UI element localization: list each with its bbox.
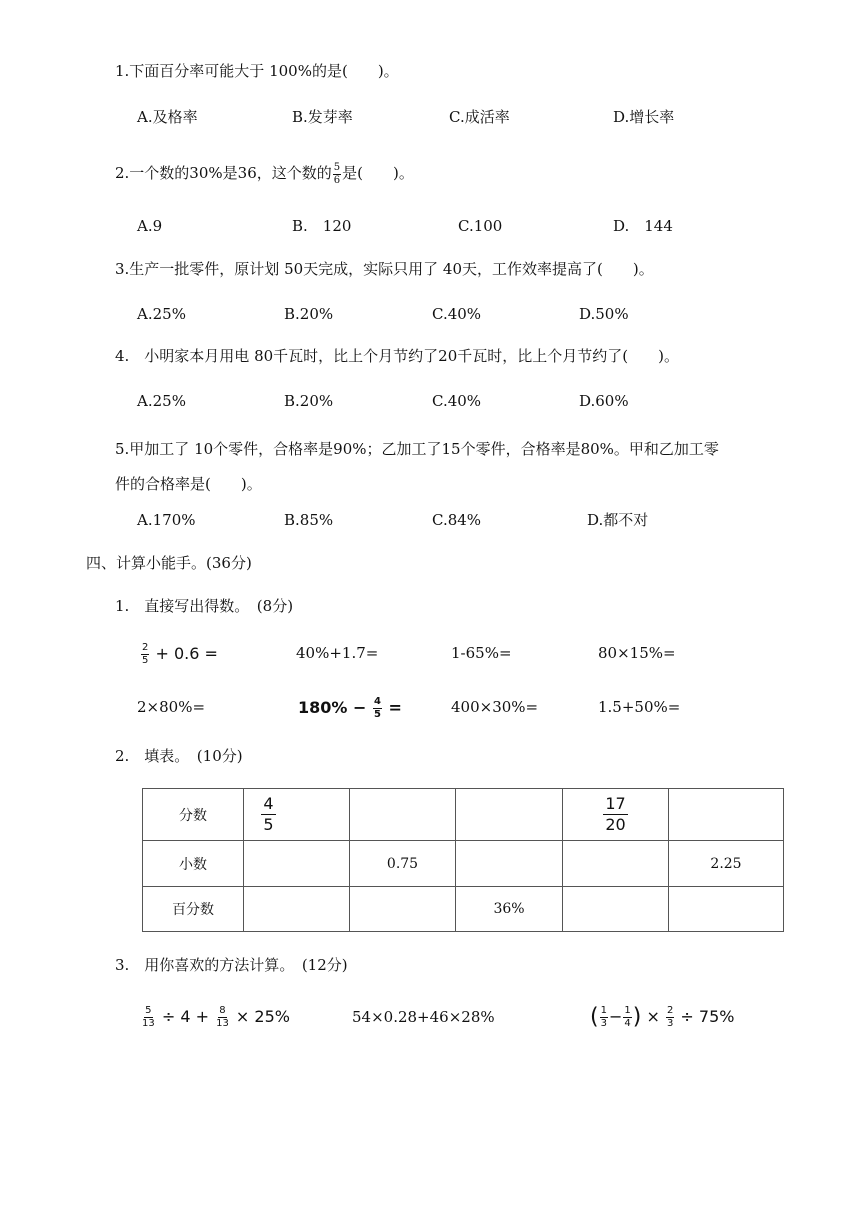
cell-fraction-1[interactable]: [244, 789, 350, 841]
row-label-percent: 百分数: [143, 887, 244, 932]
row-label-decimal: 小数: [143, 841, 244, 887]
q2-option-a: A.9: [137, 217, 163, 235]
c1-post: × 25%: [235, 1007, 290, 1026]
q2-stem-pre: 2.一个数的30%是36，这个数的: [115, 164, 332, 182]
frac4-num: 17: [605, 794, 626, 813]
c3-d3: 3: [666, 1018, 674, 1029]
calc-expr-6: [298, 692, 402, 724]
c3-post: ÷ 75%: [680, 1007, 735, 1026]
q2-option-d: D. 144: [613, 217, 673, 235]
q3-option-c: C.40%: [432, 305, 482, 323]
c3-left-paren: (: [590, 1004, 599, 1030]
q5-option-d: D.都不对: [587, 511, 649, 529]
part-2-title: 2. 填表。 (10分): [115, 747, 243, 765]
calc-expr-7: 400×30%=: [451, 698, 539, 716]
expr1-fraction: [141, 643, 149, 666]
c3-fraction-3: [666, 1006, 674, 1029]
cell-percent-2[interactable]: [350, 887, 456, 932]
question-1-stem: 1.下面百分率可能大于 100%的是( )。: [115, 62, 399, 80]
expr6-num: 4: [373, 696, 381, 707]
c3-fraction-1: [600, 1006, 608, 1029]
cell-decimal-4[interactable]: [563, 841, 669, 887]
cell-fraction-5[interactable]: [669, 789, 784, 841]
expr1-den: 5: [142, 655, 149, 666]
q1-option-b: B.发芽率: [292, 108, 353, 126]
expr1-num: 2: [142, 642, 149, 653]
cell-percent-5[interactable]: [669, 887, 784, 932]
q2-stem-post: 是( )。: [342, 164, 414, 182]
c3-fraction-2: [623, 1006, 631, 1029]
expr6-fraction: [373, 697, 382, 720]
q5-option-c: C.84%: [432, 511, 482, 529]
cell-decimal-5: 2.25: [669, 841, 784, 887]
row-label-fraction: 分数: [143, 789, 244, 841]
c1-fraction-1: [141, 1006, 156, 1029]
c3-n1: 1: [600, 1005, 607, 1016]
c1-d1: 13: [142, 1018, 155, 1029]
q2-fraction: [333, 163, 341, 186]
q4-option-a: A.25%: [137, 392, 186, 410]
q2-option-c: C.100: [458, 217, 503, 235]
q3-option-a: A.25%: [137, 305, 186, 323]
c3-n3: 2: [666, 1005, 674, 1016]
cell-percent-4[interactable]: [563, 887, 669, 932]
calc-expr-1: [140, 638, 218, 670]
c3-d1: 3: [600, 1018, 607, 1029]
table-row-decimal: [143, 841, 784, 887]
q1-option-d: D.增长率: [613, 108, 675, 126]
question-5-stem-line2: 件的合格率是( )。: [115, 475, 262, 493]
section-4-title: 四、计算小能手。(36分): [86, 554, 252, 572]
cell-decimal-1[interactable]: [244, 841, 350, 887]
q1-option-c: C.成活率: [449, 108, 510, 126]
cell-fraction-4-value: [603, 796, 627, 833]
frac4-den: 20: [605, 815, 626, 834]
table-row-percent: [143, 887, 784, 932]
cell-fraction-2[interactable]: [350, 789, 456, 841]
q2-frac-num: 5: [333, 161, 341, 173]
q3-option-d: D.50%: [579, 305, 629, 323]
q3-option-b: B.20%: [284, 305, 334, 323]
calc-expr-3: 1-65%=: [451, 644, 512, 662]
c1-mid: ÷ 4 +: [161, 1007, 209, 1026]
c1-n2: 8: [219, 1005, 226, 1016]
calc-problem-2: 54×0.28+46×28%: [352, 1008, 495, 1026]
q5-option-a: A.170%: [137, 511, 196, 529]
c3-d2: 4: [624, 1018, 631, 1029]
expr6-pre: 180% −: [298, 698, 367, 717]
q4-option-b: B.20%: [284, 392, 334, 410]
question-2-stem: [115, 158, 414, 188]
calc-expr-5: 2×80%=: [137, 698, 206, 716]
q2-option-b: B. 120: [292, 217, 352, 235]
c1-d2: 13: [216, 1018, 229, 1029]
cell-decimal-3[interactable]: [456, 841, 563, 887]
expr6-post: =: [388, 698, 402, 717]
cell-fraction-4[interactable]: [563, 789, 669, 841]
c3-n2: 1: [624, 1005, 631, 1016]
c3-right-paren: ): [632, 1004, 642, 1030]
q4-option-c: C.40%: [432, 392, 482, 410]
frac1-den: 5: [263, 815, 274, 834]
cell-fraction-3[interactable]: [456, 789, 563, 841]
question-3-stem: 3.生产一批零件，原计划 50天完成，实际只用了 40天，工作效率提高了( )。: [115, 260, 654, 278]
calc-problem-3: [590, 1000, 734, 1034]
calc-expr-4: 80×15%=: [598, 644, 676, 662]
expr1-rest: + 0.6 =: [155, 644, 218, 663]
q4-option-d: D.60%: [579, 392, 629, 410]
cell-percent-1[interactable]: [244, 887, 350, 932]
question-4-stem: 4. 小明家本月用电 80千瓦时，比上个月节约了20千瓦时，比上个月节约了( )。: [115, 347, 679, 365]
cell-fraction-1-value: [261, 796, 275, 833]
q2-frac-den: 6: [333, 174, 341, 186]
c3-times: ×: [646, 1007, 660, 1026]
calc-problem-1: [140, 1000, 290, 1034]
c1-fraction-2: [215, 1006, 230, 1029]
q1-option-a: A.及格率: [137, 108, 198, 126]
c3-minus: −: [608, 1007, 623, 1026]
c1-n1: 5: [145, 1005, 152, 1016]
calc-expr-2: 40%+1.7=: [296, 644, 379, 662]
expr6-den: 5: [373, 709, 381, 720]
part-3-title: 3. 用你喜欢的方法计算。 (12分): [115, 956, 348, 974]
q5-option-b: B.85%: [284, 511, 334, 529]
part-1-title: 1. 直接写出得数。 (8分): [115, 597, 294, 615]
frac1-num: 4: [263, 794, 274, 813]
question-5-stem-line1: 5.甲加工了 10个零件，合格率是90%；乙加工了15个零件，合格率是80%。甲和乙加工零: [115, 440, 719, 458]
cell-percent-3: 36%: [456, 887, 563, 932]
fill-table: [142, 788, 784, 932]
table-row-fraction: [143, 789, 784, 841]
cell-decimal-2: 0.75: [350, 841, 456, 887]
calc-expr-8: 1.5+50%=: [598, 698, 681, 716]
